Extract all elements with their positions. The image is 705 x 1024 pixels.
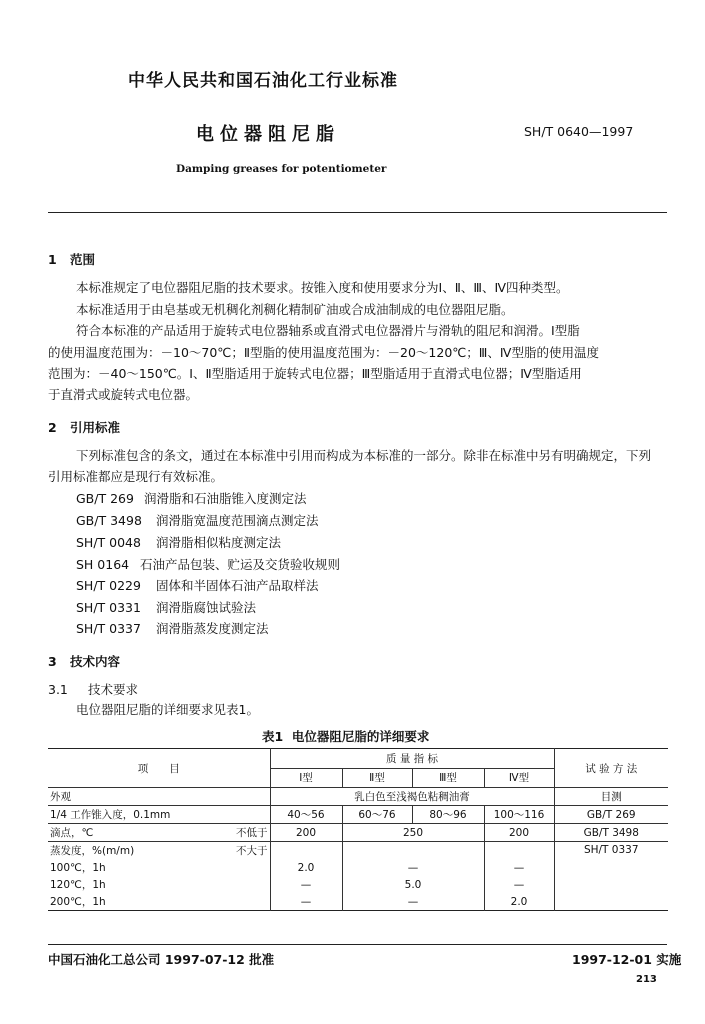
header-quality: 质 量 指 标 (270, 749, 554, 769)
paragraph-continued: 范围为：－40～150℃。Ⅰ、Ⅱ型脂适用于旋转式电位器；Ⅲ型脂适用于直滑式电位器；Ⅳ型脂适用 (48, 366, 582, 381)
subsection-heading: 3.1 技术要求 (48, 682, 139, 697)
table-row: 200℃，1h — — 2.0 (48, 893, 668, 911)
document-title: 电位器阻尼脂 (196, 124, 340, 145)
page-number: 213 (636, 974, 657, 985)
footer-divider (48, 944, 667, 945)
paragraph: 本标准适用于由皂基或无机稠化剂稠化精制矿油或合成油制成的电位器阻尼脂。 (76, 302, 514, 317)
english-title: Damping greases for potentiometer (176, 163, 387, 175)
standard-code: SH/T 0640—1997 (524, 124, 634, 139)
header-divider (48, 212, 667, 213)
table-caption: 表1 电位器阻尼脂的详细要求 (262, 729, 430, 744)
issuing-authority: 中华人民共和国石油化工行业标准 (128, 71, 398, 91)
paragraph-continued: 引用标准都应是现行有效标准。 (48, 469, 224, 484)
table-row: 外观 乳白色至浅褐色粘稠油膏 目测 (48, 788, 668, 806)
paragraph: 电位器阻尼脂的详细要求见表1。 (76, 702, 259, 717)
header-method: 试 验 方 法 (554, 749, 668, 788)
paragraph: 本标准规定了电位器阻尼脂的技术要求。按锥入度和使用要求分为Ⅰ、Ⅱ、Ⅲ、Ⅳ四种类型。 (76, 280, 569, 295)
table-row: 滴点，℃ 不低于 200 250 200 GB/T 3498 (48, 824, 668, 842)
header-item: 项 目 (48, 749, 270, 788)
paragraph: 下列标准包含的条文，通过在本标准中引用而构成为本标准的一部分。除非在标准中另有明确规定，下列 (76, 448, 652, 463)
reference-item: SH/T 0331 润滑脂腐蚀试验法 (76, 600, 257, 615)
section-3-heading: 3 技术内容 (48, 654, 121, 669)
paragraph: 符合本标准的产品适用于旋转式电位器轴系或直滑式电位器滑片与滑轨的阻尼和润滑。Ⅰ型脂 (76, 323, 580, 338)
header-type-2: Ⅱ型 (342, 768, 412, 788)
table-header-row (48, 749, 668, 769)
table-row: 120℃，1h — 5.0 — (48, 876, 668, 893)
table-row: 1/4 工作锥入度，0.1mm 40～56 60～76 80～96 100～116 GB/T 269 (48, 806, 668, 824)
paragraph-continued: 于直滑式或旋转式电位器。 (48, 387, 199, 402)
implementation-date: 1997-12-01 实施 (572, 952, 682, 967)
table-row: 100℃，1h 2.0 — — (48, 859, 668, 876)
section-1-heading: 1 范围 (48, 252, 96, 267)
reference-item: GB/T 3498 润滑脂宽温度范围滴点测定法 (76, 513, 319, 528)
reference-item: SH/T 0337 润滑脂蒸发度测定法 (76, 621, 269, 636)
paragraph-continued: 的使用温度范围为：－10～70℃；Ⅱ型脂的使用温度范围为：－20～120℃；Ⅲ、Ⅳ型脂的使用温度 (48, 345, 599, 360)
reference-item: SH 0164 石油产品包装、贮运及交货验收规则 (76, 557, 341, 572)
reference-item: SH/T 0048 润滑脂相似粘度测定法 (76, 535, 282, 550)
spec-table (48, 748, 668, 911)
section-2-heading: 2 引用标准 (48, 420, 121, 435)
header-type-4: Ⅳ型 (484, 768, 554, 788)
reference-item: SH/T 0229 固体和半固体石油产品取样法 (76, 578, 319, 593)
table-row: 蒸发度，%(m/m) 不大于 SH/T 0337 (48, 842, 668, 860)
header-type-3: Ⅲ型 (412, 768, 484, 788)
reference-item: GB/T 269 润滑脂和石油脂锥入度测定法 (76, 491, 307, 506)
header-type-1: Ⅰ型 (270, 768, 342, 788)
approval-line: 中国石油化工总公司 1997-07-12 批准 (48, 952, 275, 967)
